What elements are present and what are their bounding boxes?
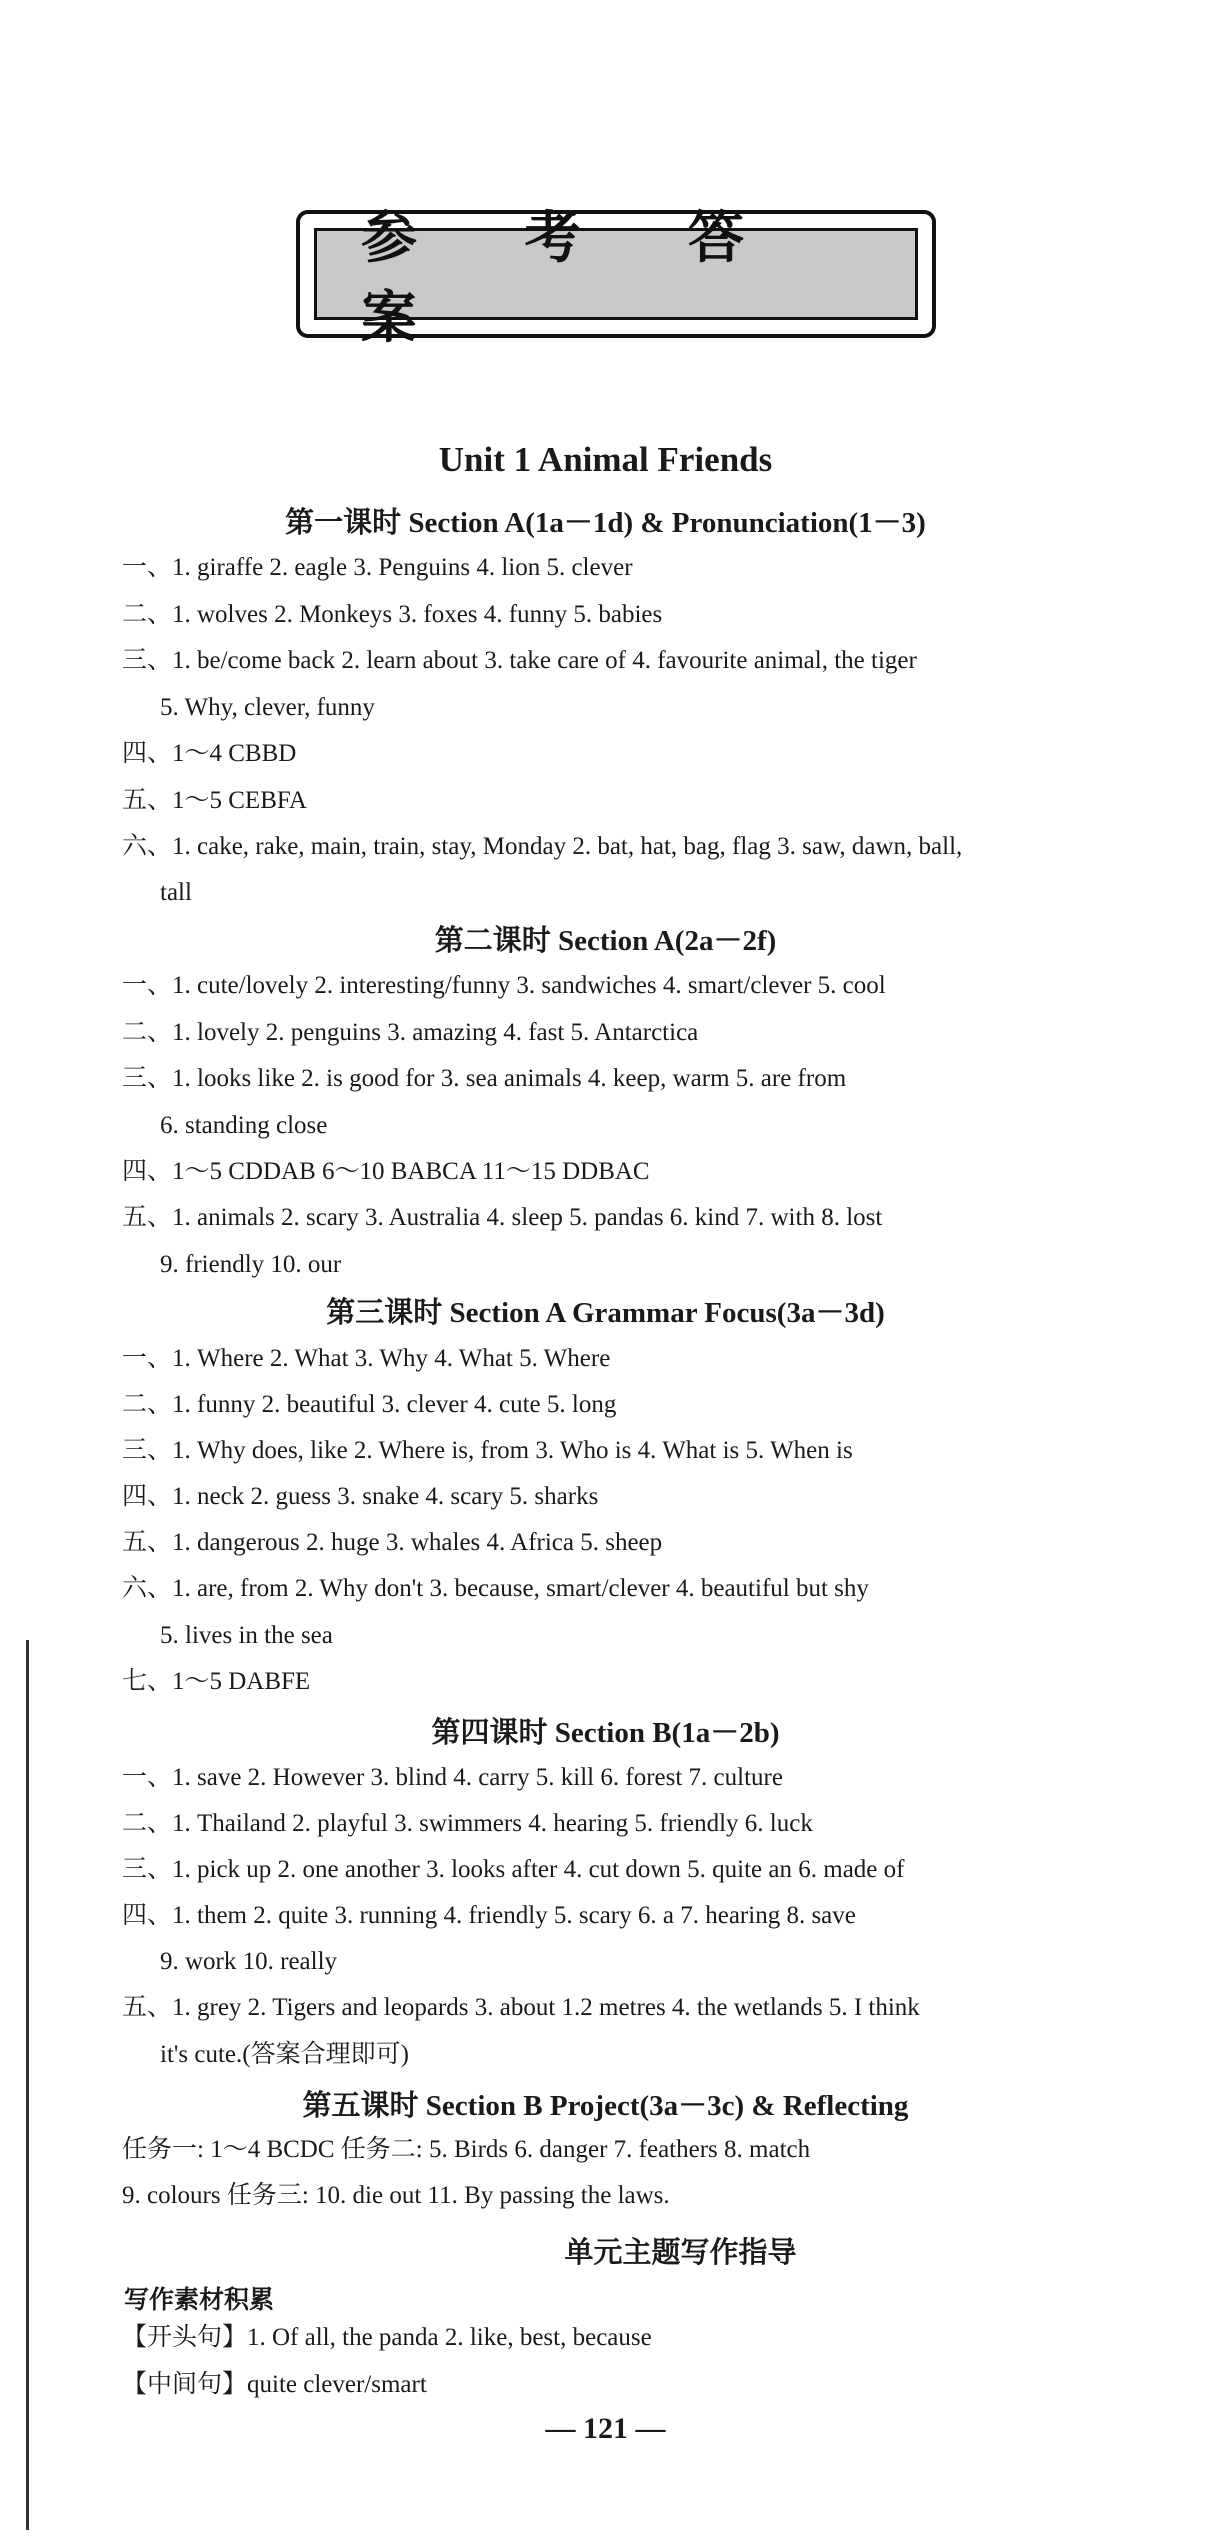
lesson-3-heading: 第三课时 Section A Grammar Focus(3a－3d) bbox=[326, 1297, 885, 1329]
answer-line: 5. lives in the sea bbox=[160, 1622, 333, 1649]
answer-line: 四、1. neck 2. guess 3. snake 4. scary 5. sharks bbox=[122, 1483, 599, 1510]
answer-line: 二、1. funny 2. beautiful 3. clever 4. cute 5. long bbox=[122, 1391, 617, 1418]
answer-line: 三、1. Why does, like 2. Where is, from 3. Who is 4. What is 5. When is bbox=[122, 1437, 853, 1464]
answer-line: 二、1. Thailand 2. playful 3. swimmers 4. hearing 5. friendly 6. luck bbox=[122, 1810, 813, 1837]
answer-line: 三、1. be/come back 2. learn about 3. take care of 4. favourite animal, the tiger bbox=[122, 647, 917, 674]
lesson-1-heading: 第一课时 Section A(1a－1d) & Pronunciation(1－3) bbox=[285, 507, 926, 539]
writing-subheading: 写作素材积累 bbox=[124, 2285, 275, 2314]
answer-line: 六、1. are, from 2. Why don't 3. because, smart/clever 4. beautiful but shy bbox=[122, 1575, 869, 1602]
answer-line: 五、1. grey 2. Tigers and leopards 3. about 1.2 metres 4. the wetlands 5. I think bbox=[122, 1994, 920, 2021]
page-number: — 121 — bbox=[545, 2412, 666, 2445]
answer-line: 二、1. lovely 2. penguins 3. amazing 4. fast 5. Antarctica bbox=[122, 1019, 699, 1046]
answer-line: 9. work 10. really bbox=[160, 1948, 338, 1975]
title-banner bbox=[296, 206, 936, 351]
answer-line: 四、1～4 CBBD bbox=[122, 740, 297, 767]
answer-line: 五、1～5 CEBFA bbox=[122, 787, 307, 814]
answer-line: 9. friendly 10. our bbox=[160, 1251, 342, 1278]
answer-line: it's cute.(答案合理即可) bbox=[160, 2041, 409, 2068]
answer-line: 七、1～5 DABFE bbox=[122, 1668, 311, 1695]
writing-line: 【开头句】1. Of all, the panda 2. like, best, because bbox=[122, 2324, 652, 2351]
answer-line: tall bbox=[160, 879, 192, 906]
title-banner-inner bbox=[314, 206, 918, 351]
answer-line: 6. standing close bbox=[160, 1112, 328, 1139]
answer-line: 四、1. them 2. quite 3. running 4. friendly 5. scary 6. a 7. hearing 8. save bbox=[122, 1902, 856, 1929]
answer-line: 六、1. cake, rake, main, train, stay, Monday 2. bat, hat, bag, flag 3. saw, dawn, ball, bbox=[122, 833, 963, 860]
unit-title: Unit 1 Animal Friends bbox=[438, 440, 773, 479]
writing-line: 【中间句】quite clever/smart bbox=[122, 2371, 427, 2398]
answer-line: 三、1. looks like 2. is good for 3. sea animals 4. keep, warm 5. are from bbox=[122, 1065, 847, 1092]
answer-line: 一、1. save 2. However 3. blind 4. carry 5. kill 6. forest 7. culture bbox=[122, 1764, 783, 1791]
banner-title: 参 考 答 案 bbox=[361, 206, 788, 351]
answer-line: 一、1. Where 2. What 3. Why 4. What 5. Where bbox=[122, 1345, 611, 1372]
answer-line: 五、1. dangerous 2. huge 3. whales 4. Africa 5. sheep bbox=[122, 1529, 663, 1556]
answer-line: 五、1. animals 2. scary 3. Australia 4. sleep 5. pandas 6. kind 7. with 8. lost bbox=[122, 1204, 883, 1231]
answer-line: 三、1. pick up 2. one another 3. looks after 4. cut down 5. quite an 6. made of bbox=[122, 1856, 905, 1883]
lesson-2-heading: 第二课时 Section A(2a－2f) bbox=[434, 925, 777, 957]
lesson-5-heading: 第五课时 Section B Project(3a－3c) & Reflecting bbox=[302, 2090, 909, 2122]
answer-line: 5. Why, clever, funny bbox=[160, 694, 375, 721]
answer-line: 任务一: 1～4 BCDC 任务二: 5. Birds 6. danger 7. feathers 8. match bbox=[122, 2136, 811, 2163]
lesson-4-heading: 第四课时 Section B(1a－2b) bbox=[431, 1717, 780, 1749]
binding-edge bbox=[26, 1640, 29, 2530]
writing-heading: 单元主题写作指导 bbox=[564, 2237, 797, 2269]
answer-line: 9. colours 任务三: 10. die out 11. By passing the laws. bbox=[122, 2182, 670, 2209]
answer-line: 一、1. giraffe 2. eagle 3. Penguins 4. lion 5. clever bbox=[122, 554, 633, 581]
answer-line: 一、1. cute/lovely 2. interesting/funny 3. sandwiches 4. smart/clever 5. cool bbox=[122, 972, 886, 999]
answer-line: 四、1～5 CDDAB 6～10 BABCA 11～15 DDBAC bbox=[122, 1158, 650, 1185]
answer-line: 二、1. wolves 2. Monkeys 3. foxes 4. funny 5. babies bbox=[122, 601, 663, 628]
